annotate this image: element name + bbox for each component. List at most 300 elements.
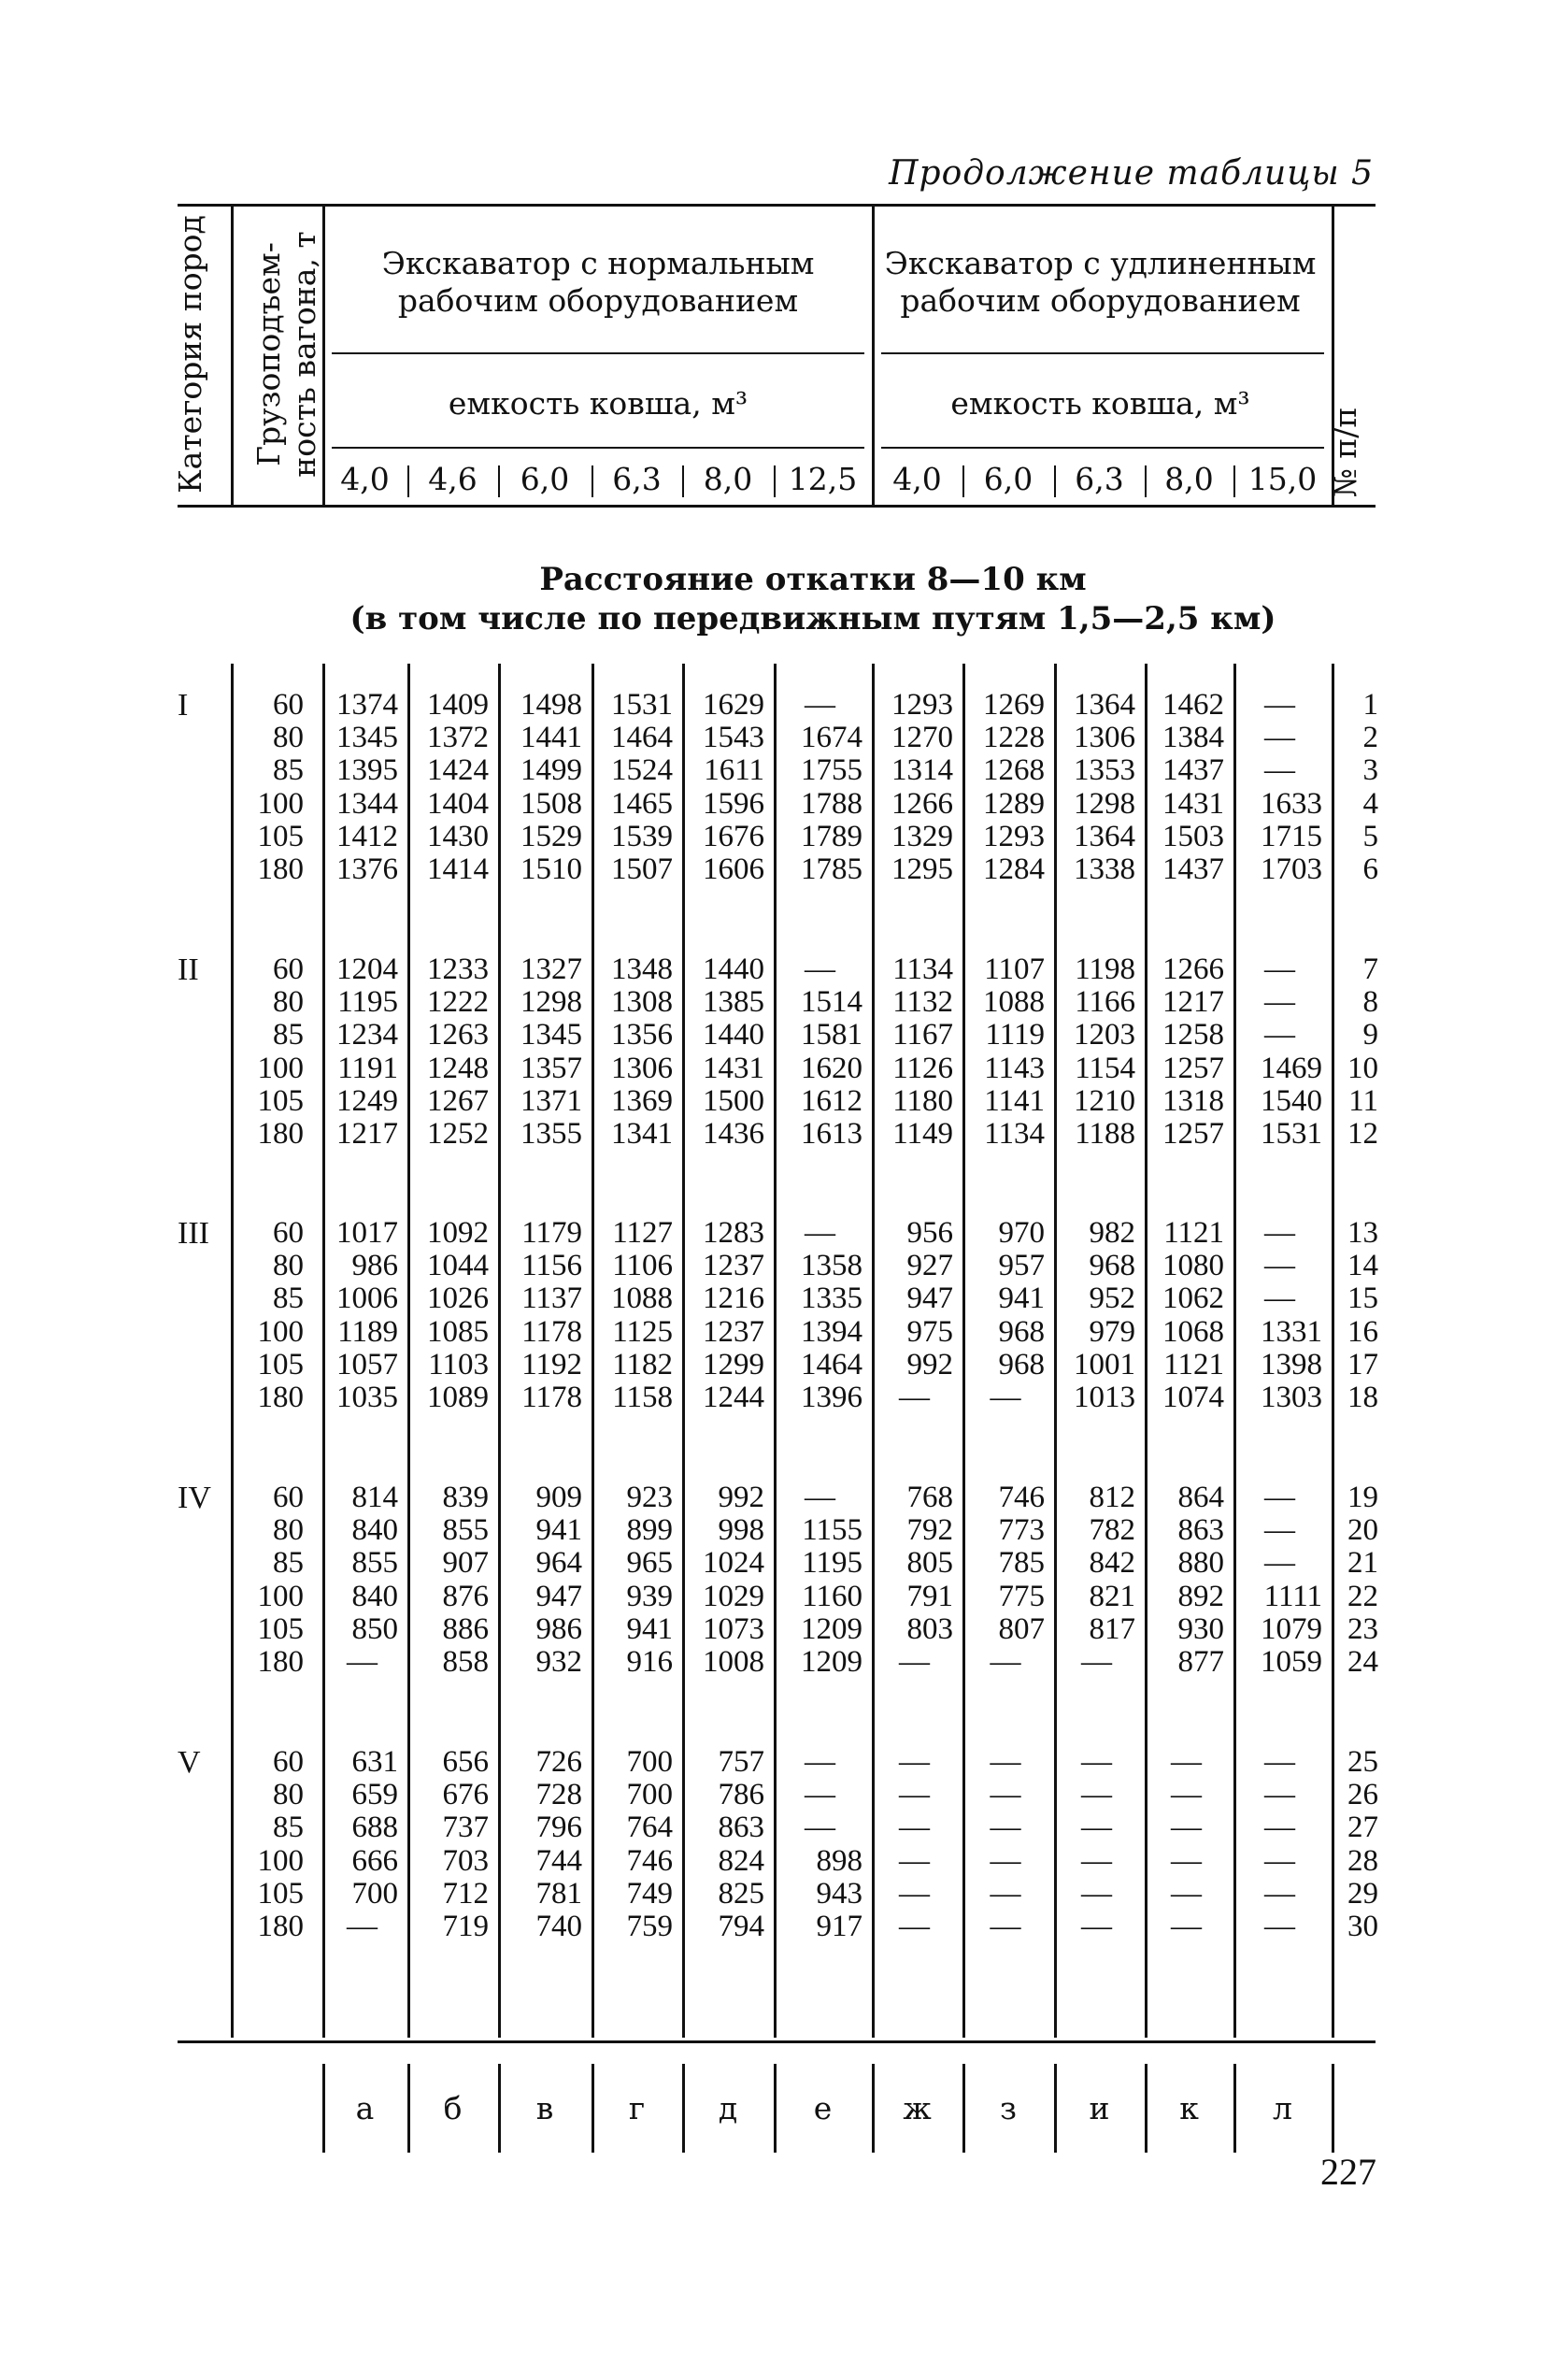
row-number-cell: 25 — [1347, 1745, 1378, 1779]
capacity-cell: 80 — [273, 721, 304, 755]
value-cell: 1244 — [703, 1381, 764, 1414]
value-cell: 1469 — [1261, 1051, 1322, 1085]
value-cell: 1789 — [801, 819, 862, 853]
value-cell: 1158 — [612, 1381, 673, 1414]
row-number-cell: 16 — [1347, 1314, 1378, 1349]
row-number-cell: 3 — [1362, 753, 1378, 788]
value-cell: — — [899, 1843, 930, 1878]
row-number-cell: 23 — [1347, 1611, 1378, 1646]
value-cell: 1068 — [1162, 1314, 1224, 1349]
value-cell: 877 — [1177, 1645, 1224, 1679]
value-cell: 782 — [1089, 1513, 1135, 1548]
capacity-cell: 180 — [257, 1910, 304, 1943]
value-cell: 1257 — [1162, 1051, 1224, 1085]
value-cell: 1437 — [1162, 852, 1224, 886]
value-cell: 1024 — [703, 1546, 764, 1581]
capacity-cell: 180 — [257, 1381, 304, 1414]
value-cell: 1611 — [704, 753, 764, 788]
category-label: III — [178, 1216, 209, 1251]
value-cell: — — [347, 1910, 378, 1943]
row-number-cell: 17 — [1347, 1347, 1378, 1381]
value-cell: — — [1264, 1546, 1295, 1581]
value-cell: 1284 — [983, 852, 1045, 886]
value-cell: 676 — [442, 1778, 489, 1812]
value-cell: 1001 — [1074, 1347, 1135, 1381]
value-cell: 1216 — [703, 1281, 764, 1316]
value-cell: 1293 — [983, 819, 1045, 853]
bucket-size-10: 15,0 — [1247, 461, 1318, 497]
value-cell: 1125 — [612, 1314, 673, 1349]
value-cell: 1430 — [427, 819, 489, 853]
capacity-cell: 100 — [257, 1051, 304, 1085]
value-cell: 1209 — [801, 1611, 862, 1646]
value-cell: 1237 — [703, 1314, 764, 1349]
value-cell: 1507 — [611, 852, 673, 886]
value-cell: 791 — [906, 1579, 953, 1613]
value-cell: 939 — [626, 1579, 673, 1613]
row-number-cell: 27 — [1347, 1811, 1378, 1845]
category-label: II — [178, 952, 199, 987]
value-cell: 1385 — [703, 985, 764, 1020]
row-number-cell: 14 — [1347, 1249, 1378, 1283]
value-cell: — — [805, 1778, 835, 1812]
value-cell: 1234 — [336, 1018, 398, 1052]
bucket-size-0: 4,0 — [340, 461, 390, 497]
value-cell: 1364 — [1074, 688, 1135, 722]
value-cell: — — [1171, 1778, 1202, 1812]
value-cell: — — [1081, 1778, 1112, 1812]
capacity-cell: 60 — [273, 1745, 304, 1779]
row-number-cell: 26 — [1347, 1778, 1378, 1812]
value-cell: — — [1264, 1811, 1295, 1845]
value-cell: 1327 — [520, 952, 582, 986]
value-cell: 1510 — [520, 852, 582, 886]
value-cell: 1132 — [892, 985, 953, 1020]
capacity-cell: 105 — [257, 1347, 304, 1381]
value-cell: 1088 — [611, 1281, 673, 1316]
value-cell: 1180 — [892, 1083, 953, 1118]
capacity-cell: 80 — [273, 1778, 304, 1812]
value-cell: 842 — [1089, 1546, 1135, 1581]
value-cell: 982 — [1089, 1216, 1135, 1250]
column-letter-5: е — [813, 2090, 833, 2126]
value-cell: 805 — [906, 1546, 953, 1581]
value-cell: 979 — [1089, 1314, 1135, 1349]
value-cell: — — [1171, 1843, 1202, 1878]
value-cell: 1353 — [1074, 753, 1135, 788]
value-cell: — — [347, 1645, 378, 1679]
value-cell: 927 — [906, 1249, 953, 1283]
group-extended-header: Экскаватор с удлиненным рабочим оборудованием — [884, 245, 1317, 319]
value-cell: 1298 — [1074, 786, 1135, 821]
row-number-cell: 29 — [1347, 1876, 1378, 1911]
value-cell: 1006 — [336, 1281, 398, 1316]
value-cell: 1440 — [703, 1018, 764, 1052]
value-cell: 1436 — [703, 1117, 764, 1151]
value-cell: 1182 — [612, 1347, 673, 1381]
row-number-header: № п/п — [1327, 407, 1363, 498]
value-cell: 740 — [535, 1910, 582, 1943]
value-cell: 1303 — [1261, 1381, 1322, 1414]
value-cell: 1464 — [611, 721, 673, 755]
row-number-cell: 10 — [1347, 1051, 1378, 1085]
value-cell: 1166 — [1075, 985, 1135, 1020]
value-cell: 1126 — [892, 1051, 953, 1085]
value-cell: — — [1171, 1910, 1202, 1943]
column-letter-4: д — [718, 2090, 738, 2126]
capacity-cell: 85 — [273, 1281, 304, 1316]
value-cell: — — [1264, 1876, 1295, 1911]
capacity-cell: 105 — [257, 1876, 304, 1911]
capacity-cell: 180 — [257, 852, 304, 886]
bucket-size-2: 6,0 — [520, 461, 570, 497]
value-cell: 855 — [442, 1513, 489, 1548]
column-letter-8: и — [1089, 2090, 1110, 2126]
value-cell: 1612 — [801, 1083, 862, 1118]
value-cell: 892 — [1177, 1579, 1224, 1613]
value-cell: 1341 — [611, 1117, 673, 1151]
value-cell: 1266 — [1162, 952, 1224, 986]
value-cell: 1412 — [336, 819, 398, 853]
value-cell: 1029 — [703, 1579, 764, 1613]
value-cell: 1203 — [1074, 1018, 1135, 1052]
value-cell: 1127 — [612, 1216, 673, 1250]
capacity-cell: 85 — [273, 1018, 304, 1052]
category-label: IV — [178, 1481, 211, 1515]
value-cell: 1141 — [984, 1083, 1045, 1118]
value-cell: 1499 — [520, 753, 582, 788]
value-cell: 858 — [442, 1645, 489, 1679]
value-cell: 930 — [1177, 1611, 1224, 1646]
value-cell: 956 — [906, 1216, 953, 1250]
value-cell: 757 — [718, 1745, 764, 1779]
value-cell: 1396 — [801, 1381, 862, 1414]
value-cell: 659 — [351, 1778, 398, 1812]
value-cell: 1155 — [802, 1513, 862, 1548]
value-cell: 1606 — [703, 852, 764, 886]
value-cell: 965 — [626, 1546, 673, 1581]
value-cell: 1437 — [1162, 753, 1224, 788]
value-cell: 631 — [351, 1745, 398, 1779]
value-cell: 1431 — [703, 1051, 764, 1085]
value-cell: 1134 — [984, 1117, 1045, 1151]
row-number-cell: 7 — [1362, 952, 1378, 986]
value-cell: 1263 — [427, 1018, 489, 1052]
value-cell: 1233 — [427, 952, 489, 986]
value-cell: 943 — [816, 1876, 862, 1911]
value-cell: — — [1264, 1843, 1295, 1878]
value-cell: — — [1264, 1249, 1295, 1283]
value-cell: 1209 — [801, 1645, 862, 1679]
row-number-cell: 9 — [1362, 1018, 1378, 1052]
value-cell: 1289 — [983, 786, 1045, 821]
bucket-extended-header: емкость ковша, м³ — [950, 385, 1250, 422]
value-cell: 1364 — [1074, 819, 1135, 853]
value-cell: 1191 — [337, 1051, 398, 1085]
capacity-header-line1: Грузоподъем- — [250, 242, 287, 466]
value-cell: 824 — [718, 1843, 764, 1878]
value-cell: 952 — [1089, 1281, 1135, 1316]
value-cell: 1674 — [801, 721, 862, 755]
value-cell: 1498 — [520, 688, 582, 722]
capacity-cell: 80 — [273, 1249, 304, 1283]
value-cell: 1085 — [427, 1314, 489, 1349]
value-cell: 1465 — [611, 786, 673, 821]
value-cell: 1785 — [801, 852, 862, 886]
value-cell: 1414 — [427, 852, 489, 886]
value-cell: 807 — [998, 1611, 1045, 1646]
value-cell: 1228 — [983, 721, 1045, 755]
value-cell: 941 — [626, 1611, 673, 1646]
continuation-note: Продолжение таблицы 5 — [889, 154, 1374, 193]
value-cell: 1059 — [1261, 1645, 1322, 1679]
value-cell: 1464 — [801, 1347, 862, 1381]
bucket-size-7: 6,0 — [983, 461, 1033, 497]
column-letter-10: л — [1273, 2090, 1292, 2126]
value-cell: 1371 — [520, 1083, 582, 1118]
value-cell: 700 — [626, 1778, 673, 1812]
value-cell: 992 — [718, 1481, 764, 1514]
value-cell: 1384 — [1162, 721, 1224, 755]
value-cell: — — [1264, 1910, 1295, 1943]
value-cell: 1424 — [427, 753, 489, 788]
value-cell: 1345 — [520, 1018, 582, 1052]
value-cell: — — [990, 1745, 1021, 1779]
value-cell: 1134 — [892, 952, 953, 986]
value-cell: 1222 — [427, 985, 489, 1020]
value-cell: 719 — [442, 1910, 489, 1943]
row-number-cell: 15 — [1347, 1281, 1378, 1316]
value-cell: 1154 — [1075, 1051, 1135, 1085]
bucket-size-5: 12,5 — [788, 461, 858, 497]
value-cell: 947 — [906, 1281, 953, 1316]
capacity-cell: 100 — [257, 1314, 304, 1349]
value-cell: — — [990, 1381, 1021, 1414]
capacity-cell: 105 — [257, 1611, 304, 1646]
value-cell: — — [1171, 1876, 1202, 1911]
value-cell: 1269 — [983, 688, 1045, 722]
value-cell: — — [990, 1910, 1021, 1943]
value-cell: 1613 — [801, 1117, 862, 1151]
value-cell: 785 — [998, 1546, 1045, 1581]
value-cell: 688 — [351, 1811, 398, 1845]
value-cell: 1267 — [427, 1083, 489, 1118]
row-number-cell: 19 — [1347, 1481, 1378, 1514]
bucket-size-4: 8,0 — [703, 461, 753, 497]
value-cell: 1204 — [336, 952, 398, 986]
value-cell: 1299 — [703, 1347, 764, 1381]
value-cell: 1192 — [521, 1347, 582, 1381]
value-cell: — — [1171, 1811, 1202, 1845]
value-cell: 968 — [998, 1314, 1045, 1349]
value-cell: 998 — [718, 1513, 764, 1548]
value-cell: 1344 — [336, 786, 398, 821]
value-cell: 1237 — [703, 1249, 764, 1283]
value-cell: 796 — [535, 1811, 582, 1845]
value-cell: 749 — [626, 1876, 673, 1911]
value-cell: 1156 — [521, 1249, 582, 1283]
value-cell: 768 — [906, 1481, 953, 1514]
row-number-cell: 11 — [1348, 1083, 1378, 1118]
row-number-cell: 12 — [1347, 1117, 1378, 1151]
capacity-cell: 180 — [257, 1645, 304, 1679]
capacity-cell: 85 — [273, 1546, 304, 1581]
value-cell: 1017 — [336, 1216, 398, 1250]
value-cell: 1035 — [336, 1381, 398, 1414]
value-cell: 803 — [906, 1611, 953, 1646]
value-cell: 737 — [442, 1811, 489, 1845]
value-cell: 775 — [998, 1579, 1045, 1613]
row-number-cell: 6 — [1362, 852, 1378, 886]
value-cell: — — [1081, 1645, 1112, 1679]
value-cell: 1103 — [428, 1347, 489, 1381]
value-cell: — — [1264, 753, 1295, 788]
value-cell: 1107 — [984, 952, 1045, 986]
value-cell: 1345 — [336, 721, 398, 755]
value-cell: 666 — [351, 1843, 398, 1878]
value-cell: 1703 — [1261, 852, 1322, 886]
column-letter-1: б — [443, 2090, 463, 2126]
value-cell: 1092 — [427, 1216, 489, 1250]
value-cell: — — [899, 1811, 930, 1845]
value-cell: 864 — [1177, 1481, 1224, 1514]
value-cell: 917 — [816, 1910, 862, 1943]
value-cell: 1013 — [1074, 1381, 1135, 1414]
capacity-cell: 60 — [273, 688, 304, 722]
bucket-size-9: 8,0 — [1164, 461, 1214, 497]
value-cell: 1044 — [427, 1249, 489, 1283]
value-cell: 898 — [816, 1843, 862, 1878]
value-cell: 1788 — [801, 786, 862, 821]
value-cell: 1398 — [1261, 1347, 1322, 1381]
bucket-size-1: 4,6 — [428, 461, 478, 497]
value-cell: 1462 — [1162, 688, 1224, 722]
value-cell: 863 — [1177, 1513, 1224, 1548]
value-cell: — — [1081, 1811, 1112, 1845]
value-cell: 812 — [1089, 1481, 1135, 1514]
value-cell: 1369 — [611, 1083, 673, 1118]
value-cell: 1318 — [1162, 1083, 1224, 1118]
value-cell: 1357 — [520, 1051, 582, 1085]
value-cell: 1374 — [336, 688, 398, 722]
value-cell: 1633 — [1261, 786, 1322, 821]
value-cell: 1629 — [703, 688, 764, 722]
value-cell: 1335 — [801, 1281, 862, 1316]
capacity-cell: 60 — [273, 1481, 304, 1514]
value-cell: 986 — [351, 1249, 398, 1283]
value-cell: 1308 — [611, 985, 673, 1020]
value-cell: 840 — [351, 1513, 398, 1548]
value-cell: — — [990, 1876, 1021, 1911]
value-cell: 773 — [998, 1513, 1045, 1548]
bucket-size-6: 4,0 — [892, 461, 942, 497]
value-cell: 1119 — [985, 1018, 1045, 1052]
capacity-cell: 100 — [257, 1579, 304, 1613]
section-title-line2: (в том числе по передвижным путям 1,5—2,5 км) — [349, 600, 1276, 637]
value-cell: 957 — [998, 1249, 1045, 1283]
value-cell: 1306 — [611, 1051, 673, 1085]
value-cell: 1249 — [336, 1083, 398, 1118]
value-cell: 1217 — [336, 1117, 398, 1151]
value-cell: 712 — [442, 1876, 489, 1911]
value-cell: 1026 — [427, 1281, 489, 1316]
value-cell: — — [1264, 721, 1295, 755]
section-title-line1: Расстояние откатки 8—10 км — [539, 561, 1087, 598]
value-cell: 970 — [998, 1216, 1045, 1250]
value-cell: 759 — [626, 1910, 673, 1943]
value-cell: 1074 — [1162, 1381, 1224, 1414]
value-cell: 886 — [442, 1611, 489, 1646]
value-cell: 1057 — [336, 1347, 398, 1381]
value-cell: 746 — [998, 1481, 1045, 1514]
row-number-cell: 20 — [1347, 1513, 1378, 1548]
value-cell: 1394 — [801, 1314, 862, 1349]
value-cell: 1143 — [984, 1051, 1045, 1085]
column-letter-9: к — [1179, 2090, 1199, 2126]
value-cell: 1073 — [703, 1611, 764, 1646]
value-cell: 814 — [351, 1481, 398, 1514]
value-cell: — — [805, 688, 835, 722]
value-cell: 947 — [535, 1579, 582, 1613]
value-cell: 1195 — [337, 985, 398, 1020]
row-number-cell: 28 — [1347, 1843, 1378, 1878]
capacity-cell: 85 — [273, 753, 304, 788]
column-letter-2: в — [535, 2090, 554, 2126]
value-cell: 1314 — [891, 753, 953, 788]
value-cell: 1372 — [427, 721, 489, 755]
value-cell: — — [1081, 1910, 1112, 1943]
value-cell: 1596 — [703, 786, 764, 821]
value-cell: 1441 — [520, 721, 582, 755]
value-cell: 1295 — [891, 852, 953, 886]
value-cell: — — [805, 1216, 835, 1250]
value-cell: 1111 — [1263, 1579, 1322, 1613]
value-cell: — — [1081, 1745, 1112, 1779]
category-label: V — [178, 1745, 201, 1780]
value-cell: 899 — [626, 1513, 673, 1548]
value-cell: 1293 — [891, 688, 953, 722]
value-cell: — — [990, 1778, 1021, 1812]
row-number-cell: 13 — [1347, 1216, 1378, 1250]
value-cell: 744 — [535, 1843, 582, 1878]
row-number-cell: 8 — [1362, 985, 1378, 1020]
value-cell: — — [990, 1645, 1021, 1679]
value-cell: 840 — [351, 1579, 398, 1613]
value-cell: — — [1264, 985, 1295, 1020]
category-label: I — [178, 688, 189, 723]
value-cell: 1268 — [983, 753, 1045, 788]
value-cell: 968 — [998, 1347, 1045, 1381]
value-cell: — — [1081, 1843, 1112, 1878]
value-cell: — — [1264, 1778, 1295, 1812]
value-cell: 1715 — [1261, 819, 1322, 853]
value-cell: — — [899, 1645, 930, 1679]
value-cell: 1531 — [611, 688, 673, 722]
value-cell: 1079 — [1261, 1611, 1322, 1646]
value-cell: 1329 — [891, 819, 953, 853]
value-cell: 1348 — [611, 952, 673, 986]
column-letter-3: г — [628, 2090, 646, 2126]
value-cell: 1121 — [1163, 1216, 1224, 1250]
value-cell: 817 — [1089, 1611, 1135, 1646]
value-cell: 764 — [626, 1811, 673, 1845]
value-cell: 1500 — [703, 1083, 764, 1118]
value-cell: 1431 — [1162, 786, 1224, 821]
value-cell: 746 — [626, 1843, 673, 1878]
value-cell: 1062 — [1162, 1281, 1224, 1316]
value-cell: 821 — [1089, 1579, 1135, 1613]
value-cell: 1543 — [703, 721, 764, 755]
